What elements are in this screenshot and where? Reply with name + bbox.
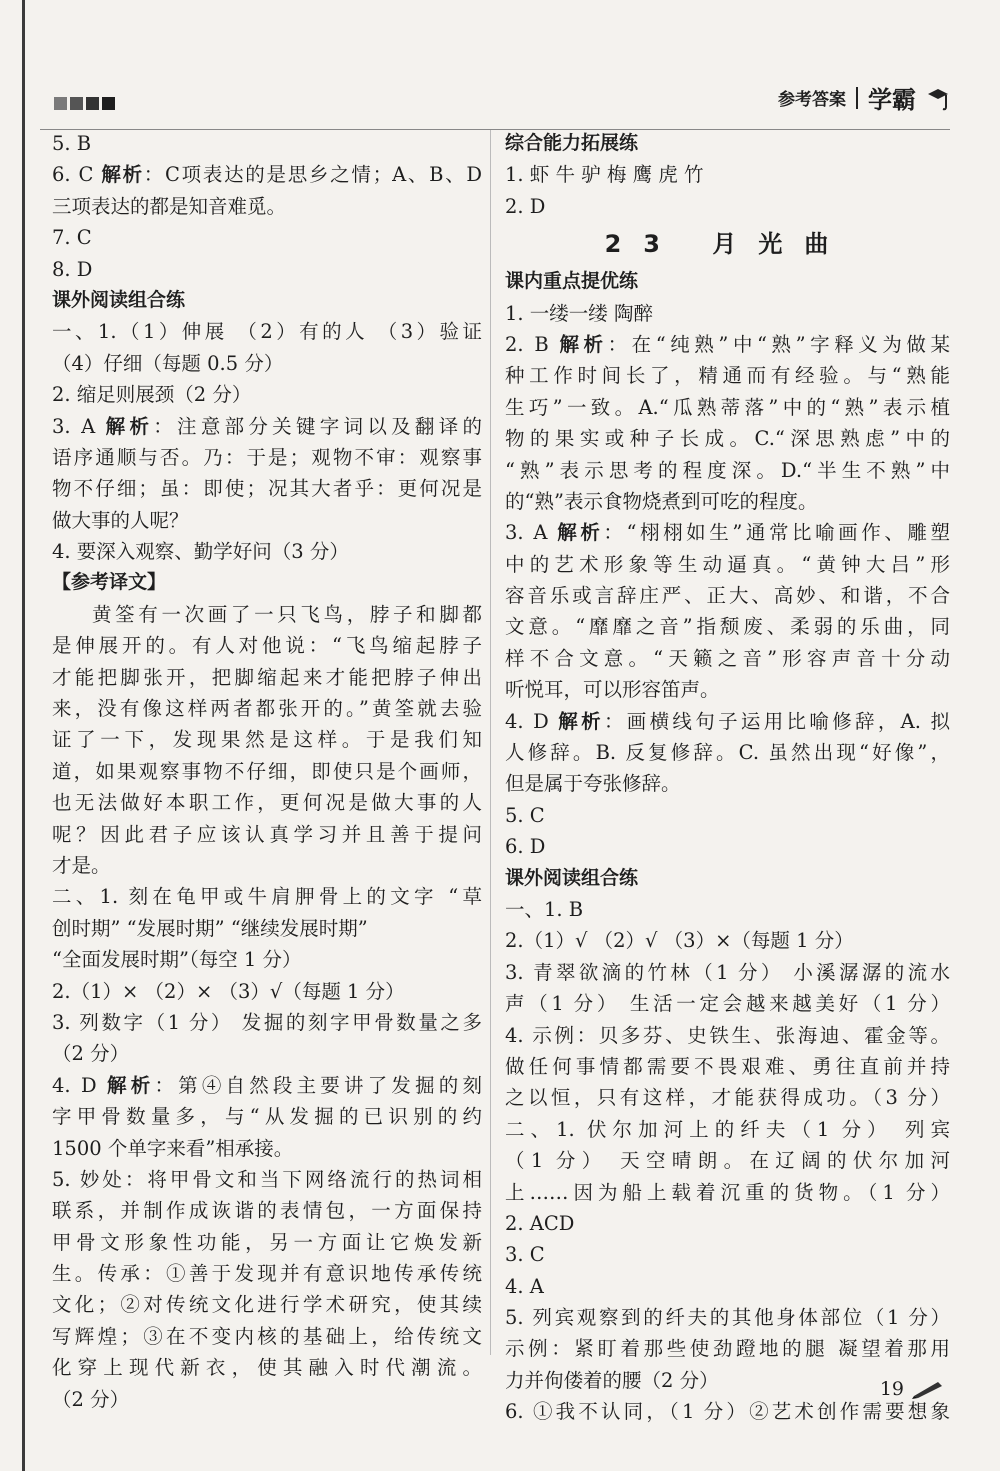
line-text: 之以恒，只有这样，才能获得成功。（3 分） — [505, 1086, 950, 1110]
text-line — [505, 831, 950, 862]
text-line — [52, 348, 482, 379]
text-line — [505, 894, 950, 925]
line-text: 才能把脚张开，把脚缩起来才能把脖子伸出 — [52, 665, 482, 689]
text-line — [52, 379, 482, 410]
analysis-label: 解析 — [557, 521, 604, 545]
line-text: 化穿上现代新衣，使其融入时代潮流。 — [52, 1356, 482, 1380]
text-line — [52, 599, 482, 630]
text-line — [52, 536, 482, 567]
line-text-rest: ：第④自然段主要讲了发掘的刻 — [154, 1073, 482, 1097]
line-text: 2. ACD — [505, 1211, 575, 1235]
line-text: 生巧”一致。A.“瓜熟蒂落”中的“熟”表示植 — [505, 395, 950, 419]
line-text: 2.（1）× （2）× （3）√（每题 1 分） — [52, 979, 405, 1003]
text-line — [505, 768, 950, 799]
text-line — [52, 787, 482, 818]
line-text: 5. 妙处：将甲骨文和当下网络流行的热词相 — [52, 1167, 482, 1191]
text-line — [52, 1195, 482, 1226]
text-line — [52, 913, 482, 944]
section-heading — [505, 863, 950, 894]
text-line — [505, 159, 950, 190]
line-text: 三项表达的都是知音难觅。 — [52, 194, 287, 218]
text-line — [505, 800, 950, 831]
text-line — [505, 1208, 950, 1239]
line-text: 做任何事情都需要不畏艰难、勇往直前并持 — [505, 1054, 950, 1078]
line-text: 2. D — [505, 194, 546, 218]
text-line — [52, 693, 482, 724]
line-text: 1. 虾 牛 驴 梅 鹰 虎 竹 — [505, 163, 704, 187]
line-text: 3. A — [52, 414, 106, 438]
line-text: 课外阅读组合练 — [52, 288, 186, 311]
line-text: 2. 缩足则展颈（2 分） — [52, 383, 252, 407]
line-text: 课外阅读组合练 — [505, 866, 639, 889]
header-right — [778, 80, 950, 115]
line-text: 3. C — [505, 1243, 545, 1267]
line-text: 4. 要深入观察、勤学好问（3 分） — [52, 540, 349, 564]
line-text-rest: ：C项表达的是思乡之情；A、B、D — [143, 163, 482, 187]
text-line — [505, 674, 950, 705]
line-text: 的“熟”表示食物烧煮到可吃的程度。 — [505, 489, 818, 513]
line-text: 物不仔细；虽：即使；况其大者乎：更何况是 — [52, 477, 482, 501]
line-text: 2.（1）√ （2）√ （3）×（每题 1 分） — [505, 929, 854, 953]
text-line — [52, 411, 482, 442]
analysis-label: 解析 — [559, 332, 608, 356]
analysis-label: 解析 — [558, 709, 604, 733]
text-line — [52, 1321, 482, 1352]
header-brand: 学霸 — [868, 86, 916, 114]
line-text: 物的果实或种子长成。C.“深思熟虑”中的 — [505, 427, 950, 451]
text-line — [505, 1239, 950, 1270]
text-line — [505, 549, 950, 580]
header-label: 参考答案 — [778, 90, 846, 110]
line-text: 一、1.（1）伸展 （2）有的人 （3）验证 — [52, 320, 482, 344]
text-line — [52, 191, 482, 222]
text-line — [52, 473, 482, 504]
line-text: 文意。“靡靡之音”指颓废、柔弱的乐曲，同 — [505, 615, 950, 639]
left-column — [52, 128, 482, 1415]
line-text: 证了一下，发现果然是这样。于是我们知 — [52, 728, 482, 752]
line-text-rest: ：画横线句子运用比喻修辞，A. 拟 — [603, 709, 950, 733]
pencil-icon — [910, 1379, 946, 1399]
line-text: 4. 示例：贝多芬、史铁生、张海迪、霍金等。 — [505, 1023, 950, 1047]
line-text: 8. D — [52, 257, 93, 281]
line-text: 一、1. B — [505, 897, 584, 921]
text-line — [52, 976, 482, 1007]
section-heading — [505, 266, 950, 297]
line-text: 6. ①我不认同，（1 分）②艺术创作需要想象 — [505, 1400, 950, 1424]
text-line — [52, 819, 482, 850]
line-text: 7. C — [52, 226, 92, 250]
text-line — [505, 486, 950, 517]
line-text: （2 分） — [52, 1387, 130, 1411]
text-line — [52, 756, 482, 787]
text-line — [52, 1289, 482, 1320]
line-text: 生。传承：①善于发现并有意识地传承传统 — [52, 1262, 482, 1286]
text-line — [505, 360, 950, 391]
line-text: 但是属于夸张修辞。 — [505, 772, 681, 796]
right-column — [505, 128, 950, 1428]
line-text: 文化；②对传统文化进行学术研究，使其续 — [52, 1293, 482, 1317]
line-text: 听悦耳，可以形容笛声。 — [505, 678, 720, 702]
section-heading — [52, 567, 482, 598]
text-line — [505, 957, 950, 988]
header-squares — [54, 97, 115, 110]
line-text: 4. D — [52, 1073, 108, 1097]
lesson-title: 23 月光曲 — [604, 230, 851, 259]
section-heading — [505, 128, 950, 159]
text-line — [52, 254, 482, 285]
line-text: 2. B — [505, 332, 560, 356]
line-text: 来，没有像这样两者都张开的。”黄筌就去验 — [52, 697, 482, 721]
line-text: 4. D — [505, 709, 559, 733]
text-line — [505, 455, 950, 486]
text-line — [52, 1258, 482, 1289]
line-text: 6. C — [52, 163, 102, 187]
line-text: 创时期” “发展时期” “继续发展时期” — [52, 916, 368, 940]
text-line — [52, 505, 482, 536]
line-text: 力并佝偻着的腰（2 分） — [505, 1368, 719, 1392]
text-line — [52, 944, 482, 975]
text-line — [505, 298, 950, 329]
line-text: 做大事的人呢？ — [52, 508, 189, 532]
text-line — [505, 611, 950, 642]
line-text: 字甲骨数量多，与“从发掘的已识别的约 — [52, 1105, 482, 1129]
binding-line — [22, 0, 25, 1471]
analysis-label: 解析 — [101, 163, 144, 187]
text-line — [52, 630, 482, 661]
text-line — [505, 329, 950, 360]
text-line — [52, 1352, 482, 1383]
line-text-rest: ：注意部分关键字词以及翻译的 — [153, 414, 482, 438]
text-line — [52, 724, 482, 755]
text-line — [505, 737, 950, 768]
line-text: 种工作时间长了，精通而有经验。与“熟能 — [505, 364, 950, 388]
line-text: 样不合文意。“天籁之音”形容声音十分动 — [505, 646, 950, 670]
text-line — [505, 925, 950, 956]
line-text-rest: ：在“纯熟”中“熟”字释义为做某 — [607, 332, 950, 356]
text-line — [52, 1133, 482, 1164]
text-line — [505, 517, 950, 548]
text-line — [505, 580, 950, 611]
line-text: 甲骨文形象性功能，另一方面让它焕发新 — [52, 1230, 482, 1254]
line-text: 4. A — [505, 1274, 544, 1298]
text-line — [505, 643, 950, 674]
text-line — [52, 316, 482, 347]
text-line — [505, 1020, 950, 1051]
text-line — [52, 159, 482, 190]
line-text: 1500 个单字来看”相承接。 — [52, 1136, 294, 1160]
line-text: 5. B — [52, 132, 92, 155]
line-text: 道，如果观察事物不仔细，即使只是个画师， — [52, 759, 482, 783]
line-text: 二、1. 刻在龟甲或牛肩胛骨上的文字 “草 — [52, 885, 482, 909]
line-text: 5. C — [505, 803, 545, 827]
analysis-label: 解析 — [107, 1073, 155, 1097]
text-line — [505, 1082, 950, 1113]
text-line — [52, 1384, 482, 1415]
line-text: 二、1. 伏尔加河上的纤夫（1 分） 列宾 — [505, 1117, 950, 1141]
line-text: 综合能力拓展练 — [505, 132, 639, 154]
line-text: 人修辞。B. 反复修辞。C. 虽然出现“好像”， — [505, 741, 950, 765]
text-line — [52, 222, 482, 253]
line-text: 【参考译文】 — [52, 571, 167, 594]
line-text: 才是。 — [52, 853, 111, 877]
line-text: 黄筌有一次画了一只飞鸟，脖子和脚都 — [92, 602, 482, 626]
text-line — [52, 1164, 482, 1195]
line-text: 声（1 分） 生活一定会越来越美好（1 分） — [505, 992, 950, 1016]
line-text-rest: ：“栩栩如生”通常比喻画作、雕塑 — [603, 521, 950, 545]
text-line — [505, 1051, 950, 1082]
text-line — [505, 1396, 950, 1427]
text-line — [52, 881, 482, 912]
text-line — [52, 1227, 482, 1258]
line-text: 5. 列宾观察到的纤夫的其他身体部位（1 分） — [505, 1306, 950, 1330]
text-line — [505, 1177, 950, 1208]
line-text: 3. A — [505, 521, 558, 545]
header-separator — [856, 87, 858, 109]
line-text: 6. D — [505, 835, 546, 859]
text-line — [52, 128, 482, 159]
line-text: 3. 列数字（1 分） 发掘的刻字甲骨数量之多 — [52, 1010, 482, 1034]
line-text: （4）仔细（每题 0.5 分） — [52, 351, 284, 375]
text-line — [505, 1114, 950, 1145]
text-line — [505, 1333, 950, 1364]
line-text: 写辉煌；③在不变内核的基础上，给传统文 — [52, 1324, 482, 1348]
line-text: 1. 一缕一缕 陶醉 — [505, 301, 654, 325]
line-text: （1 分） 天空晴朗。在辽阔的伏尔加河 — [505, 1149, 950, 1173]
line-text: 3. 青翠欲滴的竹林（1 分） 小溪潺潺的流水 — [505, 960, 950, 984]
line-text: “熟”表示思考的程度深。D.“半生不熟”中 — [505, 458, 950, 482]
text-line — [505, 423, 950, 454]
line-text: 是伸展开的。有人对他说：“飞鸟缩起脖子 — [52, 634, 482, 658]
page-footer — [880, 1378, 946, 1400]
line-text: 呢？因此君子应该认真学习并且善于提问 — [52, 822, 482, 846]
analysis-label: 解析 — [105, 414, 154, 438]
text-line — [52, 850, 482, 881]
line-text: 中的艺术形象等生动逼真。“黄钟大吕”形 — [505, 552, 950, 576]
line-text: 上……因为船上载着沉重的货物。（1 分） — [505, 1180, 950, 1204]
graduation-cap-icon — [926, 85, 950, 111]
page-number: 19 — [879, 1378, 904, 1400]
line-text: 语序通顺与否。乃：于是；观物不审：观察事 — [52, 445, 482, 469]
text-line — [505, 706, 950, 737]
text-line — [52, 1038, 482, 1069]
section-heading — [52, 285, 482, 316]
line-text: 容音乐或言辞庄严、正大、高妙、和谐，不合 — [505, 584, 950, 608]
text-line — [52, 662, 482, 693]
line-text: 课内重点提优练 — [505, 270, 639, 293]
text-line — [505, 392, 950, 423]
page-header — [40, 70, 950, 130]
text-line — [505, 1302, 950, 1333]
line-text: “全面发展时期”（每空 1 分） — [52, 948, 302, 972]
line-text: 示例：紧盯着那些使劲蹬地的腿 凝望着那用 — [505, 1337, 950, 1361]
text-line — [505, 1271, 950, 1302]
text-line — [52, 1007, 482, 1038]
text-line — [52, 1101, 482, 1132]
text-line — [505, 988, 950, 1019]
text-line — [52, 442, 482, 473]
text-line — [505, 191, 950, 222]
text-line — [505, 1145, 950, 1176]
line-text: 也无法做好本职工作，更何况是做大事的人 — [52, 791, 482, 815]
column-divider — [490, 130, 491, 1355]
line-text: （2 分） — [52, 1042, 130, 1066]
line-text: 联系，并制作成诙谐的表情包，一方面保持 — [52, 1199, 482, 1223]
text-line — [52, 1070, 482, 1101]
